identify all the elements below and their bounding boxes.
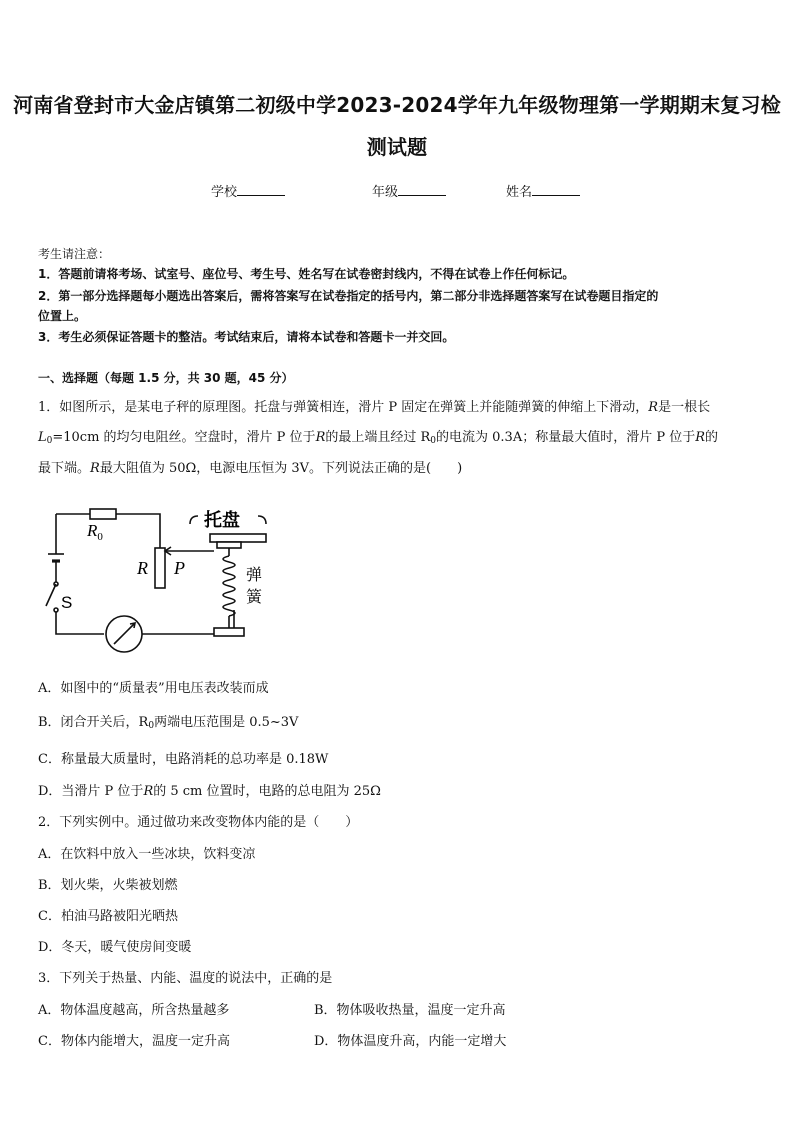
wire-bottom-left [56,612,104,634]
q1-option-b: B．闭合开关后，$R_0$两端电压范围是 0.5~3V [38,715,299,731]
q3-option-c: C．物体内能增大，温度一定升高 [38,1034,230,1049]
name-field [506,181,580,200]
q3-option-a: A．物体温度越高，所含热量越多 [38,1003,230,1018]
document-title-line2: 测试题 [366,135,428,159]
name-blank [532,183,580,196]
tray-label: 托盘 [204,510,240,531]
grade-label: 年级 [372,185,399,200]
q3-option-d: D．物体温度升高，内能一定增大 [314,1034,507,1049]
q1-stem-line3: 最下端。R最大阻值为 50Ω，电源电压恒为 3V。下列说法正确的是( ) [38,461,463,476]
spring-label-2: 簧 [246,587,263,606]
switch-contact [54,608,58,612]
q1-option-c: C．称量最大质量时，电路消耗的总功率是 0.18W [38,752,329,767]
r-label: R [137,558,148,578]
q2-option-b: B．划火柴，火柴被划燃 [38,878,178,893]
grade-blank [398,183,446,196]
q3-stem: 3．下列关于热量、内能、温度的说法中，正确的是 [38,971,333,986]
school-blank [237,183,285,196]
document-title-line1: 河南省登封市大金店镇第二初级中学2023-2024学年九年级物理第一学期期末复习检 [13,93,781,117]
r0-resistor [90,509,116,519]
q1-option-d: D．当滑片 P 位于R的 5 cm 位置时，电路的总电阻为 25Ω [38,784,381,799]
q2-option-a: A．在饮料中放入一些冰块，饮料变凉 [38,847,256,862]
notice-item-3: 3．考生必须保证答题卡的整洁。考试结束后，请将本试卷和答题卡一并交回。 [38,330,455,344]
circuit-diagram [34,498,294,658]
p-label: P [174,558,185,578]
spring-label-1: 弹 [246,565,263,584]
notice-item-1: 1．答题前请将考场、试室号、座位号、考生号、姓名写在试卷密封线内，不得在试卷上作任何标记。 [38,267,575,281]
tray-support [217,542,241,548]
q2-option-d: D．冬天，暖气使房间变暖 [38,940,192,955]
s-label: S [61,593,73,612]
spring-coil [223,556,235,616]
school-field [211,181,285,200]
q2-stem: 2．下列实例中。通过做功来改变物体内能的是（ ） [38,815,359,830]
school-label: 学校 [211,185,238,200]
notice-heading: 考生请注意： [38,247,111,261]
variable-resistor [155,548,165,588]
r0-label: $R_0$ [87,521,103,543]
tray-plate [210,534,266,542]
name-label: 姓名 [506,185,533,200]
switch-lever [46,584,56,606]
q2-option-c: C．柏油马路被阳光晒热 [38,909,178,924]
wire-top-right [116,514,160,548]
notice-item-2: 2．第一部分选择题每小题选出答案后，需将答案写在试卷指定的括号内，第二部分非选择题答案写在试卷题目指定的 [38,289,659,303]
section-heading: 一、选择题（每题 1.5 分，共 30 题，45 分） [38,371,294,385]
q1-stem-line1: 1．如图所示，是某电子秤的原理图。托盘与弹簧相连，滑片 P 固定在弹簧上并能随弹簧的伸缩上下滑动，R是一根长 [38,400,711,415]
q1-option-a: A．如图中的“质量表”用电压表改装而成 [38,681,269,696]
q1-stem-line2: $L_0=10cm$ 的均匀电阻丝。空盘时，滑片 P 位于R的最上端且经过 $R_0$的电流为 0.3A；称量最大值时，滑片 P 位于R的 [38,430,719,446]
grade-field [372,181,446,200]
notice-item-2-cont: 位置上。 [38,309,87,323]
q3-option-b: B．物体吸收热量，温度一定升高 [314,1003,506,1018]
spring-base [214,628,244,636]
